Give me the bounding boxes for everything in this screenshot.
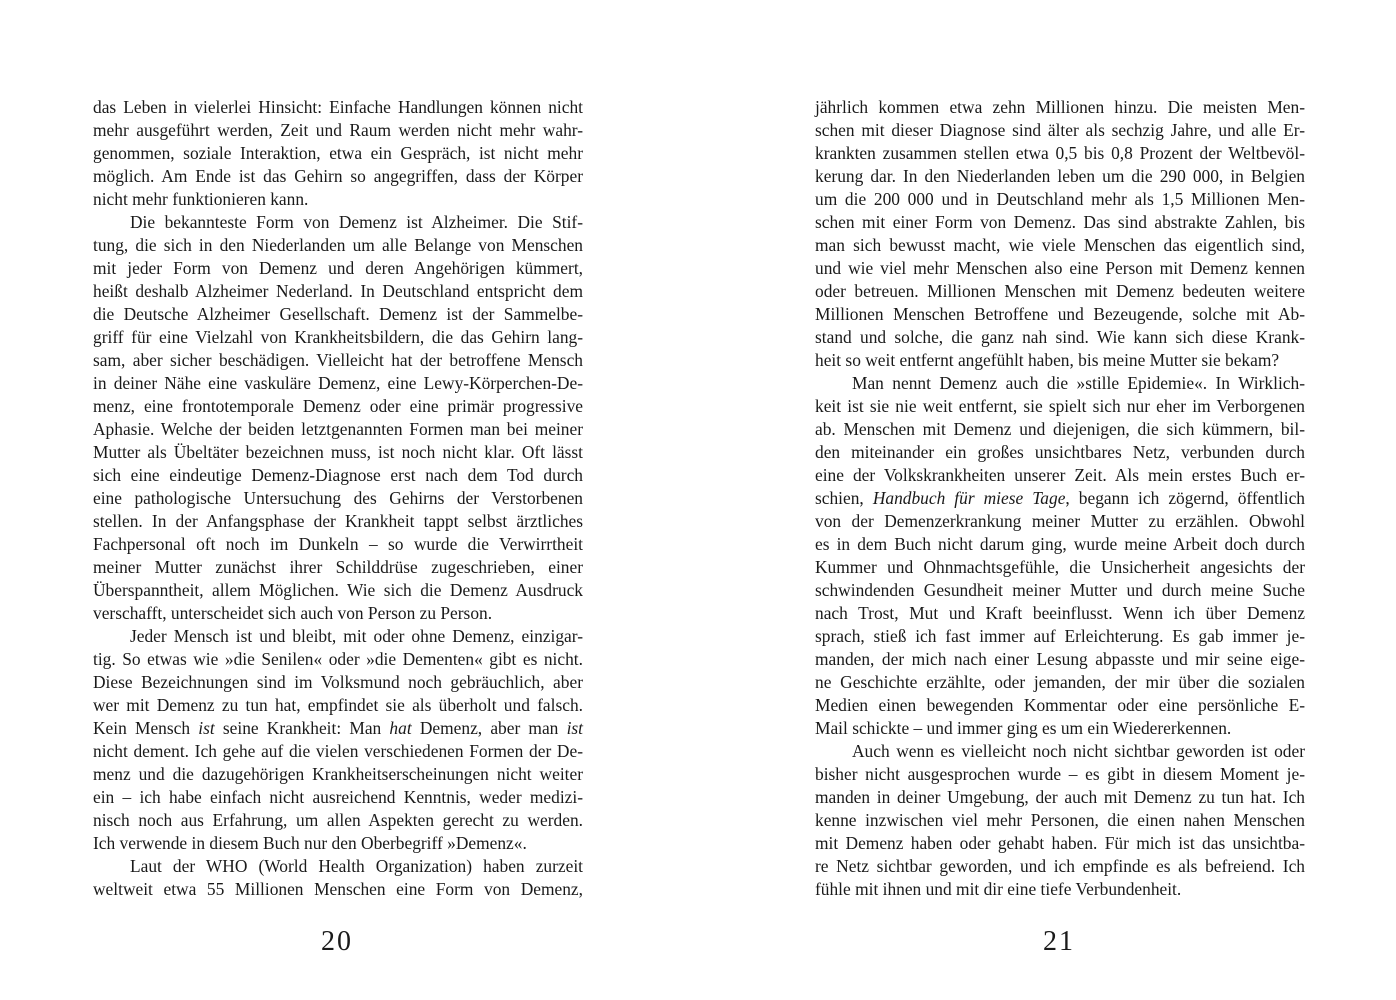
text-line: Aphasie. Welche der beiden letztgenannten Formen man bei meiner (93, 419, 583, 439)
text-line: die Deutsche Alzheimer Gesellschaft. Demenz ist der Sammelbe- (93, 304, 583, 324)
text-line: schen mit dieser Diagnose sind älter als sechzig Jahre, und alle Er- (815, 120, 1305, 140)
text-line: Überspanntheit, allem Möglichen. Wie sich die Demenz Ausdruck (93, 580, 583, 600)
text-line: stand und solche, die ganz nah sind. Wie kann sich diese Krank- (815, 327, 1305, 347)
text-line: Auch wenn es vielleicht noch nicht sichtbar geworden ist oder (852, 741, 1305, 761)
text-line: menz, eine frontotemporale Demenz oder eine primär progressive (93, 396, 583, 416)
text-line: sam, aber sicher beschädigen. Vielleicht hat der betroffene Mensch (93, 350, 583, 370)
text-line: Man nennt Demenz auch die »stille Epidemie«. In Wirklich- (852, 373, 1305, 393)
text-line: in deiner Nähe eine vaskuläre Demenz, eine Lewy-Körperchen-De- (93, 373, 583, 393)
text-line: Kummer und Ohnmachtsgefühle, die Unsicherheit angesichts der (815, 557, 1305, 577)
text-line: bisher nicht ausgesprochen wurde – es gibt in diesem Moment je- (815, 764, 1305, 784)
text-line: Medien einen bewegenden Kommentar oder eine persönliche E- (815, 695, 1305, 715)
text-line: Ich verwende in diesem Buch nur den Oberbegriff »Demenz«. (93, 833, 527, 853)
text-line: mehr ausgeführt werden, Zeit und Raum werden nicht mehr wahr- (93, 120, 583, 140)
text-line: verschafft, unterscheidet sich auch von Person zu Person. (93, 603, 493, 623)
text-line: genommen, soziale Interaktion, etwa ein Gespräch, ist nicht mehr (93, 143, 583, 163)
text-line: Kein Mensch ist seine Krankheit: Man hat Demenz, aber man ist (93, 718, 583, 738)
text-line: möglich. Am Ende ist das Gehirn so angegriffen, dass der Körper (93, 166, 583, 186)
text-line: weltweit etwa 55 Millionen Menschen eine Form von Demenz, (93, 879, 583, 899)
text-line: fühle mit ihnen und mit dir eine tiefe Verbundenheit. (815, 879, 1182, 899)
text-line: es in dem Buch nicht darum ging, wurde meine Arbeit doch durch (815, 534, 1305, 554)
text-line: Diese Bezeichnungen sind im Volksmund noch gebräuchlich, aber (93, 672, 583, 692)
left-page-number: 20 (321, 926, 353, 957)
text-line: nicht mehr funktionieren kann. (93, 189, 309, 209)
text-line: heißt deshalb Alzheimer Nederland. In Deutschland entspricht dem (93, 281, 583, 301)
text-line: das Leben in vielerlei Hinsicht: Einfache Handlungen können nicht (93, 97, 583, 117)
text-line: Die bekannteste Form von Demenz ist Alzheimer. Die Stif- (130, 212, 583, 232)
text-line: tung, die sich in den Niederlanden um alle Belange von Menschen (93, 235, 583, 255)
text-line: nach Trost, Mut und Kraft beeinflusst. Wenn ich über Demenz (815, 603, 1305, 623)
text-line: von der Demenzerkrankung meiner Mutter zu erzählen. Obwohl (815, 511, 1305, 531)
text-line: schwindenden Gesundheit meiner Mutter und durch meine Suche (815, 580, 1305, 600)
text-line: kenne inzwischen viel mehr Personen, die einen nahen Menschen (815, 810, 1305, 830)
text-line: tig. So etwas wie »die Senilen« oder »die Dementen« gibt es nicht. (93, 649, 583, 669)
text-line: nisch noch aus Erfahrung, um allen Aspekten gerecht zu werden. (93, 810, 583, 830)
right-page-number: 21 (1043, 926, 1075, 957)
text-line: um die 200 000 und in Deutschland mehr als 1,5 Millionen Men- (815, 189, 1305, 209)
text-line: eine der Volkskrankheiten unserer Zeit. Als mein erstes Buch er- (815, 465, 1305, 485)
text-line: Fachpersonal oft noch im Dunkeln – so wurde die Verwirrtheit (93, 534, 583, 554)
text-line: oder betreuen. Millionen Menschen mit Demenz bedeuten weitere (815, 281, 1305, 301)
text-line: den miteinander ein großes unsichtbares Netz, verbunden durch (815, 442, 1305, 462)
text-line: sprach, stieß ich fast immer auf Erleichterung. Es gab immer je- (815, 626, 1305, 646)
right-page-text (815, 96, 1305, 901)
text-line: re Netz sichtbar geworden, und ich empfinde es als befreiend. Ich (815, 856, 1305, 876)
text-line: kerung dar. In den Niederlanden leben um die 290 000, in Belgien (815, 166, 1305, 186)
text-line: ab. Menschen mit Demenz und diejenigen, die sich kümmern, bil- (815, 419, 1305, 439)
text-line: keit ist sie nie weit entfernt, sie spielt sich nur eher im Verborgenen (815, 396, 1305, 416)
text-line: Mail schickte – und immer ging es um ein Wiedererkennen. (815, 718, 1232, 738)
text-line: stellen. In der Anfangsphase der Krankheit tappt selbst ärztliches (93, 511, 583, 531)
text-line: ne Geschichte erzählte, oder jemanden, der mir über die sozialen (815, 672, 1305, 692)
text-line: schien, Handbuch für miese Tage, begann ich zögernd, öffentlich (815, 488, 1305, 508)
text-line: wer mit Demenz zu tun hat, empfindet sie als überholt und falsch. (93, 695, 583, 715)
text-line: nicht dement. Ich gehe auf die vielen verschiedenen Formen der De- (93, 741, 583, 761)
text-line: Jeder Mensch ist und bleibt, mit oder ohne Demenz, einzigar- (130, 626, 583, 646)
text-line: manden, der mich nach einer Lesung abpasste und mir seine eige- (815, 649, 1305, 669)
text-line: griff für eine Vielzahl von Krankheitsbildern, die das Gehirn lang- (93, 327, 583, 347)
text-line: krankten zusammen stellen etwa 0,5 bis 0,8 Prozent der Weltbevöl- (815, 143, 1305, 163)
text-line: menz und die dazugehörigen Krankheitserscheinungen nicht weiter (93, 764, 583, 784)
text-line: man sich bewusst macht, wie viele Menschen das eigentlich sind, (815, 235, 1305, 255)
text-line: eine pathologische Untersuchung des Gehirns der Verstorbenen (93, 488, 583, 508)
text-line: schen mit einer Form von Demenz. Das sind abstrakte Zahlen, bis (815, 212, 1305, 232)
text-line: Laut der WHO (World Health Organization) haben zurzeit (130, 856, 583, 876)
text-line: sich eine eindeutige Demenz-Diagnose erst nach dem Tod durch (93, 465, 583, 485)
left-page-text (93, 96, 583, 901)
text-line: mit Demenz haben oder gehabt haben. Für mich ist das unsichtba- (815, 833, 1305, 853)
text-line: heit so weit entfernt angefühlt haben, bis meine Mutter sie bekam? (815, 350, 1280, 370)
text-line: jährlich kommen etwa zehn Millionen hinzu. Die meisten Men- (815, 97, 1305, 117)
text-line: und wie viel mehr Menschen also eine Person mit Demenz kennen (815, 258, 1305, 278)
text-line: manden in deiner Umgebung, der auch mit Demenz zu tun hat. Ich (815, 787, 1305, 807)
text-line: Millionen Menschen Betroffene und Bezeugende, solche mit Ab- (815, 304, 1305, 324)
text-line: ein – ich habe einfach nicht ausreichend Kenntnis, weder medizi- (93, 787, 583, 807)
text-line: meiner Mutter zunächst ihrer Schilddrüse zugeschrieben, einer (93, 557, 583, 577)
text-line: mit jeder Form von Demenz und deren Angehörigen kümmert, (93, 258, 583, 278)
text-line: Mutter als Übeltäter bezeichnen muss, ist noch nicht klar. Oft lässt (93, 442, 583, 462)
